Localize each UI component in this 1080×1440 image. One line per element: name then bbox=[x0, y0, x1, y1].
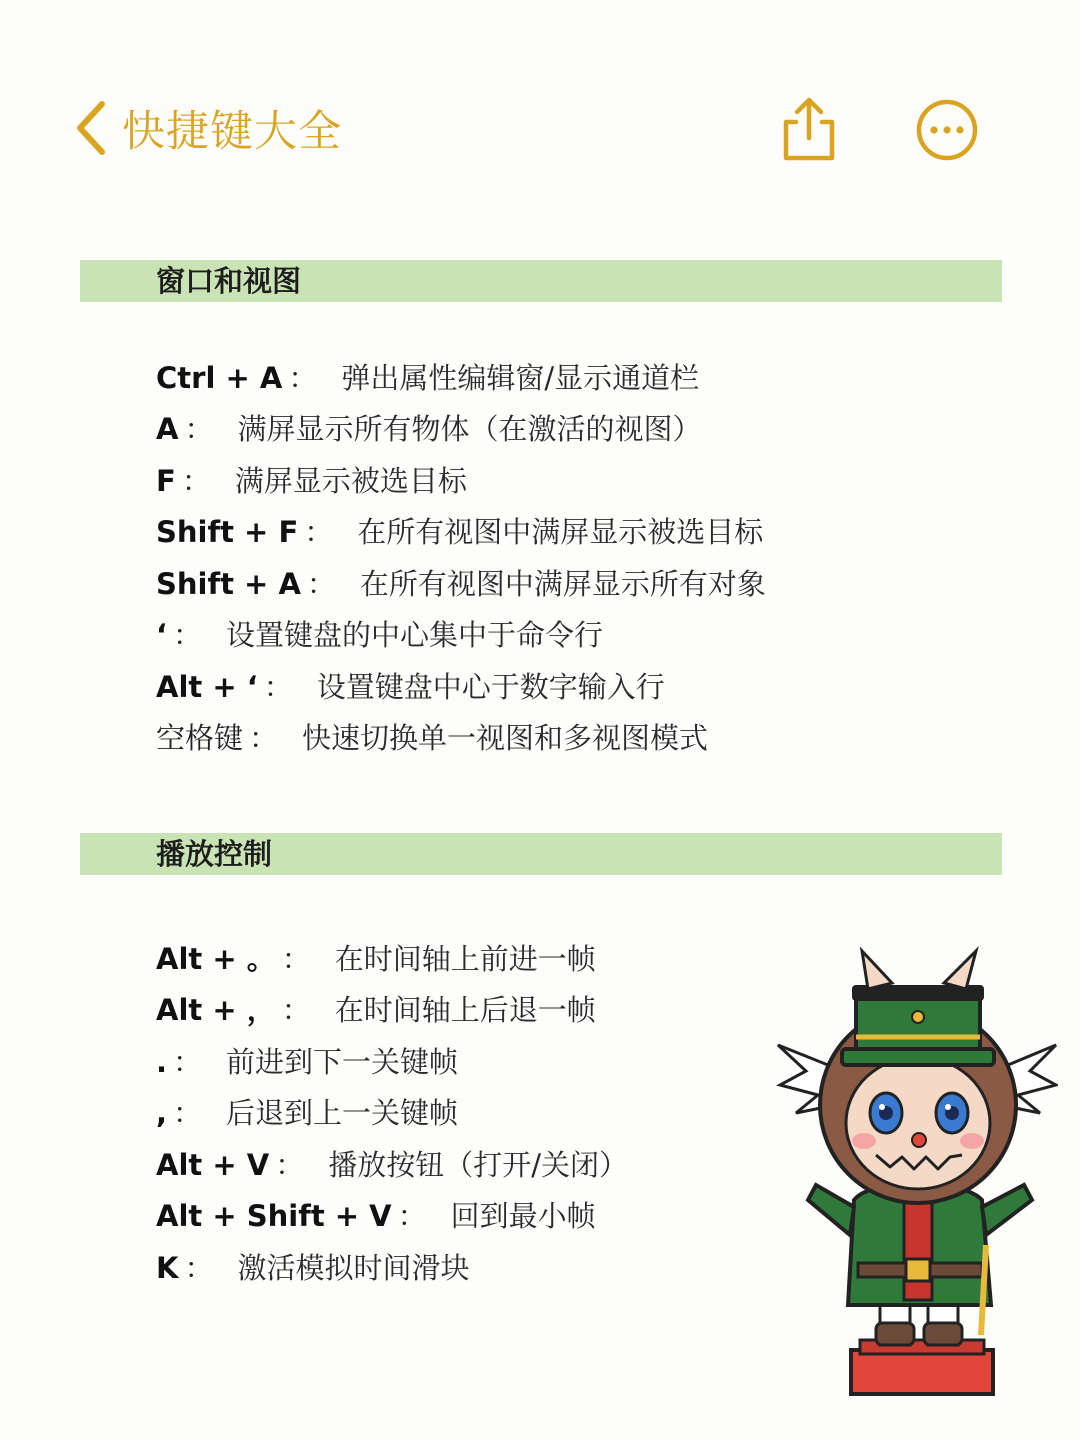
top-bar bbox=[0, 0, 1080, 230]
shortcut-row bbox=[156, 1191, 628, 1243]
shortcut-key: A bbox=[156, 412, 179, 447]
shortcut-key: Shift + A bbox=[156, 566, 301, 601]
shortcut-row bbox=[156, 1242, 628, 1294]
separator: ： bbox=[275, 1147, 305, 1182]
separator: ： bbox=[173, 1044, 203, 1079]
shortcut-row bbox=[156, 661, 766, 713]
shortcut-row bbox=[156, 1088, 628, 1140]
shortcut-desc: 设置键盘中心于数字输入行 bbox=[316, 669, 665, 704]
separator: ： bbox=[184, 1250, 214, 1285]
shortcut-row bbox=[156, 352, 766, 404]
shortcut-key: K bbox=[156, 1250, 179, 1285]
shortcut-desc: 激活模拟时间滑块 bbox=[237, 1250, 470, 1285]
shortcut-desc: 弹出属性编辑窗/显示通道栏 bbox=[341, 360, 700, 395]
shortcut-key: F bbox=[156, 463, 176, 498]
section-title: 窗口和视图 bbox=[156, 264, 302, 298]
page-title: 快捷键大全 bbox=[122, 106, 342, 157]
separator: ： bbox=[173, 618, 203, 653]
shortcut-row bbox=[156, 507, 766, 559]
shortcut-desc: 在所有视图中满屏显示被选目标 bbox=[357, 515, 764, 550]
chevron-left-icon bbox=[72, 98, 112, 158]
section-header-window-view bbox=[80, 260, 1002, 302]
separator: ： bbox=[281, 941, 311, 976]
shortcut-row bbox=[156, 713, 766, 765]
shortcut-key: Ctrl + A bbox=[156, 360, 283, 395]
shortcut-row bbox=[156, 610, 766, 662]
shortcut-desc: 快速切换单一视图和多视图模式 bbox=[302, 721, 709, 756]
shortcut-list-playback-control bbox=[156, 933, 628, 1294]
share-icon[interactable] bbox=[778, 96, 840, 162]
shortcut-key: Shift + F bbox=[156, 515, 299, 550]
shortcut-list-window-view bbox=[156, 352, 766, 764]
shortcut-desc: 播放按钮（打开/关闭） bbox=[328, 1147, 628, 1182]
more-circle-icon[interactable] bbox=[915, 98, 979, 162]
separator: ： bbox=[281, 993, 311, 1028]
separator: ： bbox=[306, 566, 336, 601]
shortcut-row bbox=[156, 558, 766, 610]
shortcut-desc: 满屏显示被选目标 bbox=[234, 463, 467, 498]
shortcut-row bbox=[156, 404, 766, 456]
shortcut-row bbox=[156, 1139, 628, 1191]
shortcut-desc: 满屏显示所有物体（在激活的视图） bbox=[237, 412, 702, 447]
separator: ： bbox=[263, 669, 293, 704]
shortcut-key: 空格键 bbox=[156, 721, 244, 756]
shortcut-key: Alt + Shift + V bbox=[156, 1199, 392, 1234]
shortcut-desc: 在时间轴上后退一帧 bbox=[334, 993, 596, 1028]
shortcut-row bbox=[156, 933, 628, 985]
shortcut-row bbox=[156, 1036, 628, 1088]
shortcut-row bbox=[156, 455, 766, 507]
back-button[interactable] bbox=[72, 96, 342, 160]
shortcut-key: Alt + V bbox=[156, 1147, 270, 1182]
shortcut-key: Alt + ， bbox=[156, 993, 276, 1028]
separator: ： bbox=[181, 463, 211, 498]
shortcut-desc: 在时间轴上前进一帧 bbox=[334, 941, 596, 976]
shortcut-key: ‘ bbox=[156, 618, 168, 653]
shortcut-row bbox=[156, 985, 628, 1037]
separator: ： bbox=[184, 412, 214, 447]
shortcut-desc: 前进到下一关键帧 bbox=[226, 1044, 459, 1079]
separator: ： bbox=[397, 1199, 427, 1234]
separator: ： bbox=[249, 721, 279, 756]
shortcut-key: Alt + 。 bbox=[156, 941, 276, 976]
shortcut-key: Alt + ‘ bbox=[156, 669, 258, 704]
shortcut-key: , bbox=[156, 1096, 168, 1131]
shortcut-key: . bbox=[156, 1044, 168, 1079]
shortcut-desc: 设置键盘的中心集中于命令行 bbox=[226, 618, 604, 653]
separator: ： bbox=[288, 360, 318, 395]
section-header-playback-control bbox=[80, 833, 1002, 875]
shortcut-desc: 在所有视图中满屏显示所有对象 bbox=[359, 566, 766, 601]
section-title: 播放控制 bbox=[156, 837, 273, 871]
separator: ： bbox=[304, 515, 334, 550]
shortcut-desc: 后退到上一关键帧 bbox=[226, 1096, 459, 1131]
separator: ： bbox=[173, 1096, 203, 1131]
mascot-sticker bbox=[776, 945, 1058, 1400]
shortcut-desc: 回到最小帧 bbox=[450, 1199, 596, 1234]
